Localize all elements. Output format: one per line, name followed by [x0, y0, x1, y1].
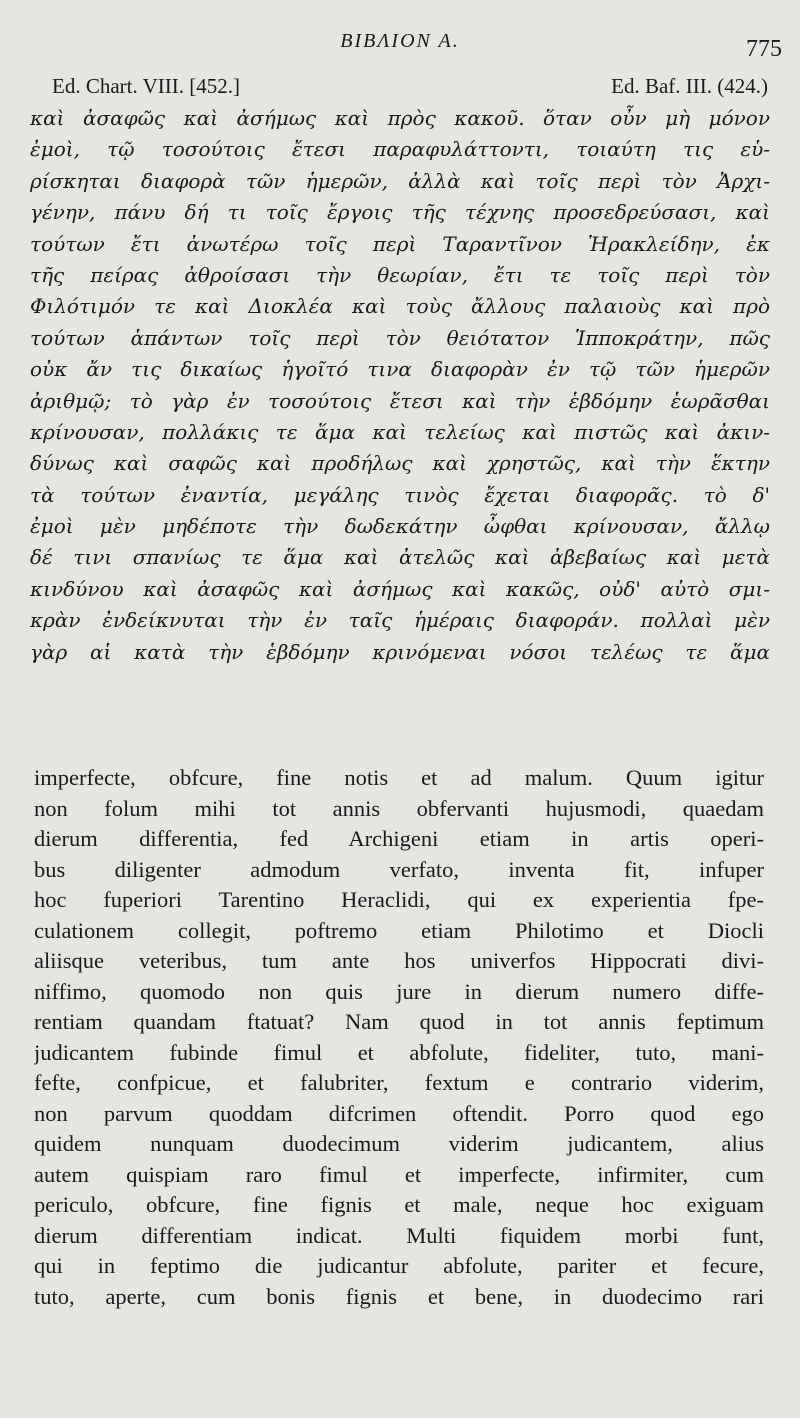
- latin-text-line: aliisque veteribus, tum ante hos univerfos Hippocrati divi-: [34, 948, 764, 973]
- latin-text-line: bus diligenter admodum verfato, inventa fit, infuper: [34, 856, 764, 882]
- latin-text-line: niffimo, quomodo non quis jure in dierum numero diffe-: [34, 978, 764, 1004]
- latin-translation-block: [34, 763, 764, 1312]
- edition-reference-basel: Ed. Baf. III. (424.): [611, 74, 768, 98]
- greek-text-line: τούτων ἔτι ἀνωτέρω τοῖς περὶ Ταραντῖνον Ἡρακλείδην, ἐκ: [30, 231, 770, 256]
- greek-text-line: κινδύνου καὶ ἀσαφῶς καὶ ἀσήμως καὶ κακῶς, οὐδ' αὐτὸ σμι-: [30, 576, 770, 601]
- latin-text-line: autem quispiam raro fimul et imperfecte, infirmiter, cum: [34, 1161, 764, 1187]
- greek-text-line: οὐκ ἄν τις δικαίως ἡγοῖτό τινα διαφορὰν ἐν τῷ τῶν ἡμερῶν: [30, 357, 770, 382]
- greek-text-line: ρίσκηται διαφορὰ τῶν ἡμερῶν, ἀλλὰ καὶ τοῖς περὶ τὸν Ἀρχι-: [30, 168, 770, 193]
- latin-text-line: non parvum quoddam difcrimen oftendit. Porro quod ego: [34, 1100, 764, 1126]
- latin-text-line: non folum mihi tot annis obfervanti hujusmodi, quaedam: [34, 795, 764, 821]
- page-number: 775: [746, 36, 782, 62]
- latin-text-line: judicantem fubinde fimul et abfolute, fideliter, tuto, mani-: [34, 1039, 764, 1065]
- greek-text-line: δέ τινι σπανίως τε ἅμα καὶ ἀτελῶς καὶ ἀβεβαίως καὶ μετὰ: [30, 545, 770, 570]
- latin-text-line: qui in feptimo die judicantur abfolute, pariter et fecure,: [34, 1253, 764, 1278]
- greek-text-line: γένην, πάνυ δή τι τοῖς ἔργοις τῆς τέχνης προσεδρεύσασι, καὶ: [30, 200, 770, 225]
- greek-text-line: ἐμοὶ μὲν μηδέποτε τὴν δωδεκάτην ὦφθαι κρίνουσαν, ἄλλῳ: [30, 514, 770, 539]
- greek-text-line: δύνως καὶ σαφῶς καὶ προδήλως καὶ χρηστῶς, καὶ τὴν ἕκτην: [30, 451, 770, 476]
- greek-text-line: καὶ ἀσαφῶς καὶ ἀσήμως καὶ πρὸς κακοῦ. ὅταν οὖν μὴ μόνον: [30, 106, 770, 130]
- greek-text-block: [30, 103, 770, 668]
- greek-text-line: τούτων ἁπάντων τοῖς περὶ τὸν θειότατον Ἱπποκράτην, πῶς: [30, 325, 770, 350]
- running-title: ΒΙΒΛΙΟΝ Α.: [340, 30, 460, 52]
- latin-text-line: dierum differentia, fed Archigeni etiam in artis operi-: [34, 826, 764, 851]
- latin-text-line: rentiam quandam ftatuat? Nam quod in tot annis feptimum: [34, 1009, 764, 1034]
- latin-text-line: tuto, aperte, cum bonis fignis et bene, in duodecimo rari: [34, 1283, 764, 1309]
- latin-text-line: imperfecte, obfcure, fine notis et ad malum. Quum igitur: [34, 765, 764, 790]
- edition-reference-chartier: Ed. Chart. VIII. [452.]: [52, 74, 240, 98]
- greek-text-line: Φιλότιμόν τε καὶ Διοκλέα καὶ τοὺς ἄλλους παλαιοὺς καὶ πρὸ: [30, 294, 770, 319]
- latin-text-line: quidem nunquam duodecimum viderim judicantem, alius: [34, 1131, 764, 1156]
- latin-text-line: hoc fuperiori Tarentino Heraclidi, qui ex experientia fpe-: [34, 887, 764, 912]
- greek-text-line: τὰ τούτων ἐναντία, μεγάλης τινὸς ἔχεται διαφορᾶς. τὸ δ': [30, 482, 770, 507]
- greek-text-line: ἀριθμῷ; τὸ γὰρ ἐν τοσούτοις ἔτεσι καὶ τὴν ἑβδόμην ἑωρᾶσθαι: [30, 388, 770, 413]
- greek-text-line: κρίνουσαν, πολλάκις τε ἅμα καὶ τελείως καὶ πιστῶς καὶ ἀκιν-: [30, 419, 770, 444]
- greek-text-line: ἐμοὶ, τῷ τοσούτοις ἔτεσι παραφυλάττοντι, τοιαύτη τις εὑ-: [30, 137, 770, 162]
- greek-text-line: κρὰν ἐνδείκνυται τὴν ἐν ταῖς ἡμέραις διαφοράν. πολλαὶ μὲν: [30, 608, 770, 633]
- greek-text-line: τῆς πείρας ἀθροίσασι τὴν θεωρίαν, ἔτι τε τοῖς περὶ τὸν: [30, 262, 770, 287]
- latin-text-line: dierum differentiam indicat. Multi fiquidem morbi funt,: [34, 1222, 764, 1248]
- greek-text-line: γὰρ αἱ κατὰ τὴν ἑβδόμην κρινόμεναι νόσοι τελέως τε ἅμα: [30, 639, 770, 664]
- latin-text-line: culationem collegit, poftremo etiam Philotimo et Diocli: [34, 917, 764, 943]
- latin-text-line: fefte, confpicue, et falubriter, fextum e contrario viderim,: [34, 1070, 764, 1095]
- latin-text-line: periculo, obfcure, fine fignis et male, neque hoc exiguam: [34, 1192, 764, 1217]
